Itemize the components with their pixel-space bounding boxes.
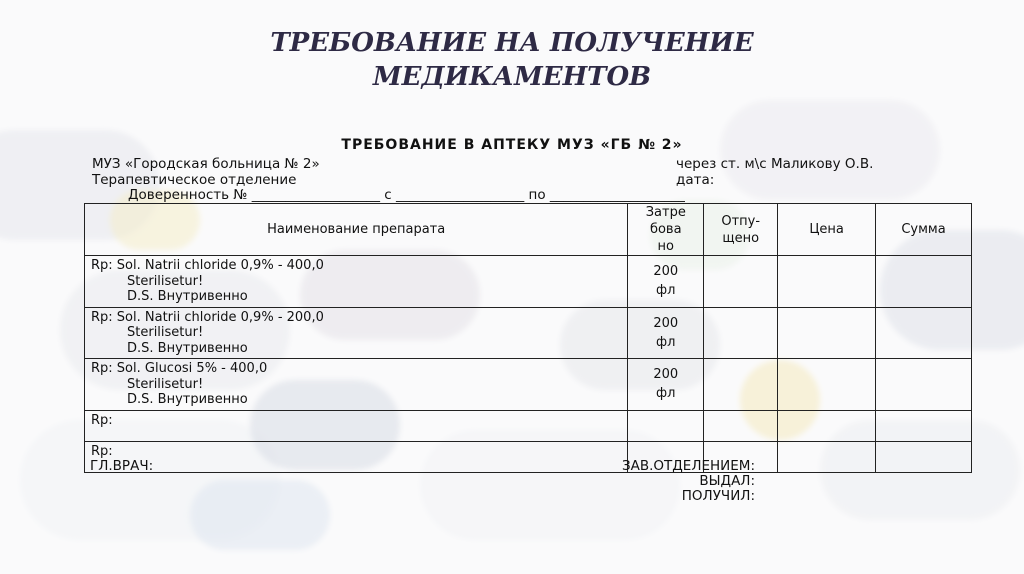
table-row [85,441,972,472]
issued-signature: ВЫДАЛ: [699,473,755,489]
drug-cell: Rp: [85,410,628,441]
col-header-drug: Наименование препарата [85,204,628,256]
dispensed-cell [704,410,778,441]
col-header-price: Цена [778,204,876,256]
sum-cell [876,359,972,411]
institution-name: МУЗ «Городская больница № 2» [92,156,320,172]
price-cell [778,441,876,472]
department-name: Терапевтическое отделение [92,172,297,188]
sum-cell [876,256,972,308]
via-nurse: через ст. м\с Маликову О.В. [676,156,874,172]
sum-cell [876,441,972,472]
requisition-table [84,203,972,473]
received-signature: ПОЛУЧИЛ: [681,488,755,504]
slide-title-line-1: ТРЕБОВАНИЕ НА ПОЛУЧЕНИЕ [270,28,754,58]
sum-cell [876,307,972,359]
table-row [85,256,972,308]
form-header: ТРЕБОВАНИЕ В АПТЕКУ МУЗ «ГБ № 2» [341,137,683,153]
proxy-line: Доверенность № ___________________ с ___________________ по ____________________ [128,187,685,203]
slide-title [0,26,1024,94]
price-cell [778,307,876,359]
sum-cell [876,410,972,441]
price-cell [778,410,876,441]
slide-title-line-2: МЕДИКАМЕНТОВ [372,62,652,92]
dispensed-cell [704,256,778,308]
requested-qty: 200 фл [628,359,704,411]
drug-cell: Rp: Sol. Natrii chloride 0,9% - 200,0 Sterilisetur! D.S. Внутривенно [85,307,628,359]
table-header-row [85,204,972,256]
dispensed-cell [704,307,778,359]
drug-cell: Rp: Sol. Glucosi 5% - 400,0 Sterilisetur! D.S. Внутривенно [85,359,628,411]
col-header-sum: Сумма [876,204,972,256]
price-cell [778,359,876,411]
table-row [85,410,972,441]
head-of-department-signature: ЗАВ.ОТДЕЛЕНИЕМ: [621,458,755,474]
drug-cell: Rp: [85,441,628,472]
table-row [85,307,972,359]
col-header-requested: Затре бова но [628,204,704,256]
chief-doctor-signature: ГЛ.ВРАЧ: [90,458,154,474]
table-row [85,359,972,411]
col-header-dispensed: Отпу- щено [704,204,778,256]
requested-qty: 200 фл [628,307,704,359]
dispensed-cell [704,359,778,411]
date-label: дата: [676,172,715,188]
drug-cell: Rp: Sol. Natrii chloride 0,9% - 400,0 Sterilisetur! D.S. Внутривенно [85,256,628,308]
requested-qty: 200 фл [628,256,704,308]
requested-qty [628,410,704,441]
price-cell [778,256,876,308]
